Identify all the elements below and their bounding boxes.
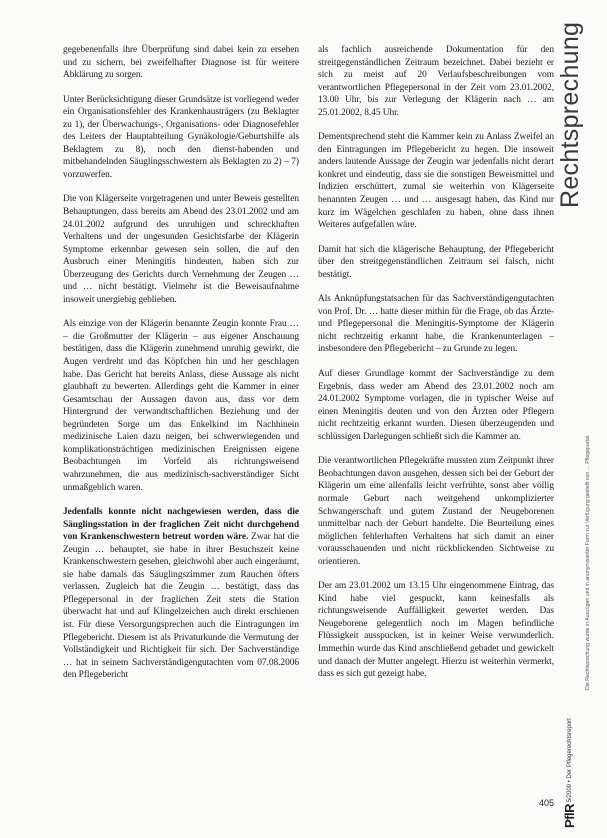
paragraph: Auf dieser Grundlage kommt der Sachverständige zu dem Ergebnis, dass weder am Abend des 23.01.2002 noch am 24.01.2002 Symptome vorlagen, die in typischer Weise auf einen Meningitis deuten und von den Ärzten oder Pflegern nicht rechtzeitig erkannt wurden. Diesen überzeugenden und schlüssigen Darlegungen schließt sich die Kammer an. <box>318 369 554 442</box>
journal-issue: 5/2009 <box>567 783 573 803</box>
paragraph: Als Anknüpfungstatsachen für das Sachverständigengutachten von Prof. Dr. … hatte dieser mithin für die Frage, ob das Ärzte- und Pflegepersonal die Meningitis-Symptome der Klägerin nicht rechtzeitig erkannt habe, die Krankenunterlagen – insbesondere den Pflegebericht – zu Grunde zu legen. <box>318 294 554 355</box>
section-title: Rechtsprechung <box>556 21 584 208</box>
page-number: 405 <box>539 798 555 808</box>
paragraph: Damit hat sich die klägerische Behauptung, der Pflegebericht über den streitgegenständlichen Zeitraum sei falsch, nicht bestätigt. <box>318 244 554 280</box>
paragraph <box>63 506 299 682</box>
paragraph: Die von Klägerseite vorgetragenen und unter Beweis gestellten Behauptungen, dass bereits am Abend des 23.01.2002 und am 24.01.2002 aufgrund des unruhigen und schreckhaften Verhaltens und der ungesunden Gesichtsfarbe der Klägerin Symptome erkennbar gewesen sein sollen, die auf den Ausbruch einer Meningitis hindeuten, haben sich zur Überzeugung des Gerichts durch Vernehmung der Zeugen … und … nicht bestätigt. Vielmehr ist die Beweisaufnahme insoweit unergiebig geblieben. <box>63 194 299 305</box>
paragraph-rest: Zwar hat die Zeugin … behauptet, sie habe in ihrer Besuchszeit keine Krankenschwestern gesehen, gleichwohl aber auch eingeräumt, sie habe damals das Säuglingszimmer zum Rauchen öfters verlassen. Zugleich hat die Zeugin … bestätigt, dass das Pflegepersonal in der fraglichen Zeit stets die Station überwacht hat und auf Klingelzeichen auch direkt erschienen ist. Für diese Versorgungsprechen auch die Eintragungen im Pflegebericht. Diesem ist als Privaturkunde die Vermutung der Vollständigkeit und Richtigkeit für sich. Der Sachverständige … hat in seinem Sachverständigengutachten vom 07.08.2006 den Pflegebericht <box>63 532 299 681</box>
paragraph: Die verantwortlichen Pflegekräfte mussten zum Zeitpunkt ihrer Beobachtungen davon ausgehen, dessen sich bei der Geburt der Klägerin um eine allenfalls leicht verfrühte, sonst aber völlig normale Geburt nach weitgehend unkomplizierter Schwangerschaft und gutem Zustand der Neugeborenen unmittelbar nach der Geburt handelte. Die Beurteilung eines möglichen fehlerhaften Verhaltens hat sich damit an einer vorausschauenden und nicht rückblickenden Sichtweise zu orientieren. <box>318 456 554 567</box>
sidebar-note: Die Rechtsprechung wurde in Auszügen und in anonymisierter Form zur Verfügung gestellt von … Pflegeportal. <box>585 434 591 690</box>
paragraph: Der am 23.01.2002 um 13.15 Uhr eingenommene Eintrag, das Kind habe viel gespuckt, kann keinesfalls als richtungsweisende Auffälligkeit gewertet werden. Das Neugeborene gelegentlich noch im Magen befindliche Flüssigkeit ausspucken, ist in keiner Weise verwunderlich. Immerhin wurde das Kind anschließend gebadet und gewickelt und danach der Mutter angelegt. Hierzu ist weiterhin vermerkt, dass es sich gut gezeigt habe. <box>318 581 554 680</box>
journal-logo: PflR <box>562 804 577 828</box>
paragraph: Dementsprechend steht die Kammer kein zu Anlass Zweifel an den Eintragungen im Pflegebericht zu hegen. Die insoweit anders lautende Aussage der Zeugin war jedenfalls nicht derart konkret und eindeutig, dass sie die sonstigen Beweismittel und Indizien erschüttert, zumal sie weiterhin von Klägerseite benannten Zeugen … und … ausgesagt haben, das Kind nur kurz im Wägelchen geschlafen zu haben, ohne dass ihnen Weiteres aufgefallen wäre. <box>318 132 554 231</box>
left-column <box>63 44 299 694</box>
paragraph: Unter Berücksichtigung dieser Grundsätze ist vorliegend weder ein Organisationsfehler des Krankenhausträgers (zu Beklagter zu 1), der Überwachungs-, Organisations- oder Diagnosefehler des Leiters der Hauptabteilung Gynäkologie/Geburtshilfe als Beklagtem zu 8), noch den dienst-habenden und mitbehandelnden Säuglingsschwestern als Beklagten zu 2) – 7) vorzuwerfen. <box>63 94 299 180</box>
right-column <box>318 44 554 693</box>
journal-footer: PflR 5/2009 • Der Pflegerechtsreport <box>562 718 577 828</box>
paragraph: gegebenenfalls ihre Überprüfung sind dabei kein zu ersehen und zu sichern, bei zweifelhafter Diagnose ist für weitere Abklärung zu sorgen. <box>63 45 299 81</box>
bold-lead: Jedenfalls konnte nicht nachgewiesen werden, dass die Säuglingsstation in der fraglichen Zeit nicht durchgehend von Krankenschwestern betreut worden wäre. <box>63 507 299 543</box>
paragraph: Als einzige von der Klägerin benannte Zeugin konnte Frau … – die Großmutter der Klägerin – aus eigener Anschauung bestätigen, dass die Klägerin zunehmend unruhig gewirkt, die Augen verdreht und das Köpfchen hin und her geschlagen habe. Das Gericht hat bereits Anlass, diese Aussage als nicht glaubhaft zu bewerten. Allerdings geht die Kammer in einer Gesamtschau der Aussagen davon aus, dass vor dem Hintergrund der verwandtschaftlichen Beziehung und der begründeten Sorge um das Enkelkind im Nachhinein medizinische Laien dazu neigen, bei schwerwiegenden und komplikationsträchtigen medizinischen Ereignissen eigene Beobachtungen im Vorfeld als richtungsweisend wahrzunehmen, die aus medizinisch-sachverständiger Sicht unmaßgeblich waren. <box>63 319 299 493</box>
journal-publisher: Der Pflegerechtsreport <box>567 718 573 779</box>
paragraph: als fachlich ausreichende Dokumentation für den streitgegenständlichen Zeitraum bezeichnet. Dabei bezieht er sich zu meist auf 20 Verlaufsbeschreibungen vom verantwortlichen Pflegepersonal in der Zeit vom 23.01.2002, 13.00 Uhr, bis zur Verlegung der Klägerin nach … am 25.01.2002, 8.45 Uhr. <box>318 45 554 118</box>
